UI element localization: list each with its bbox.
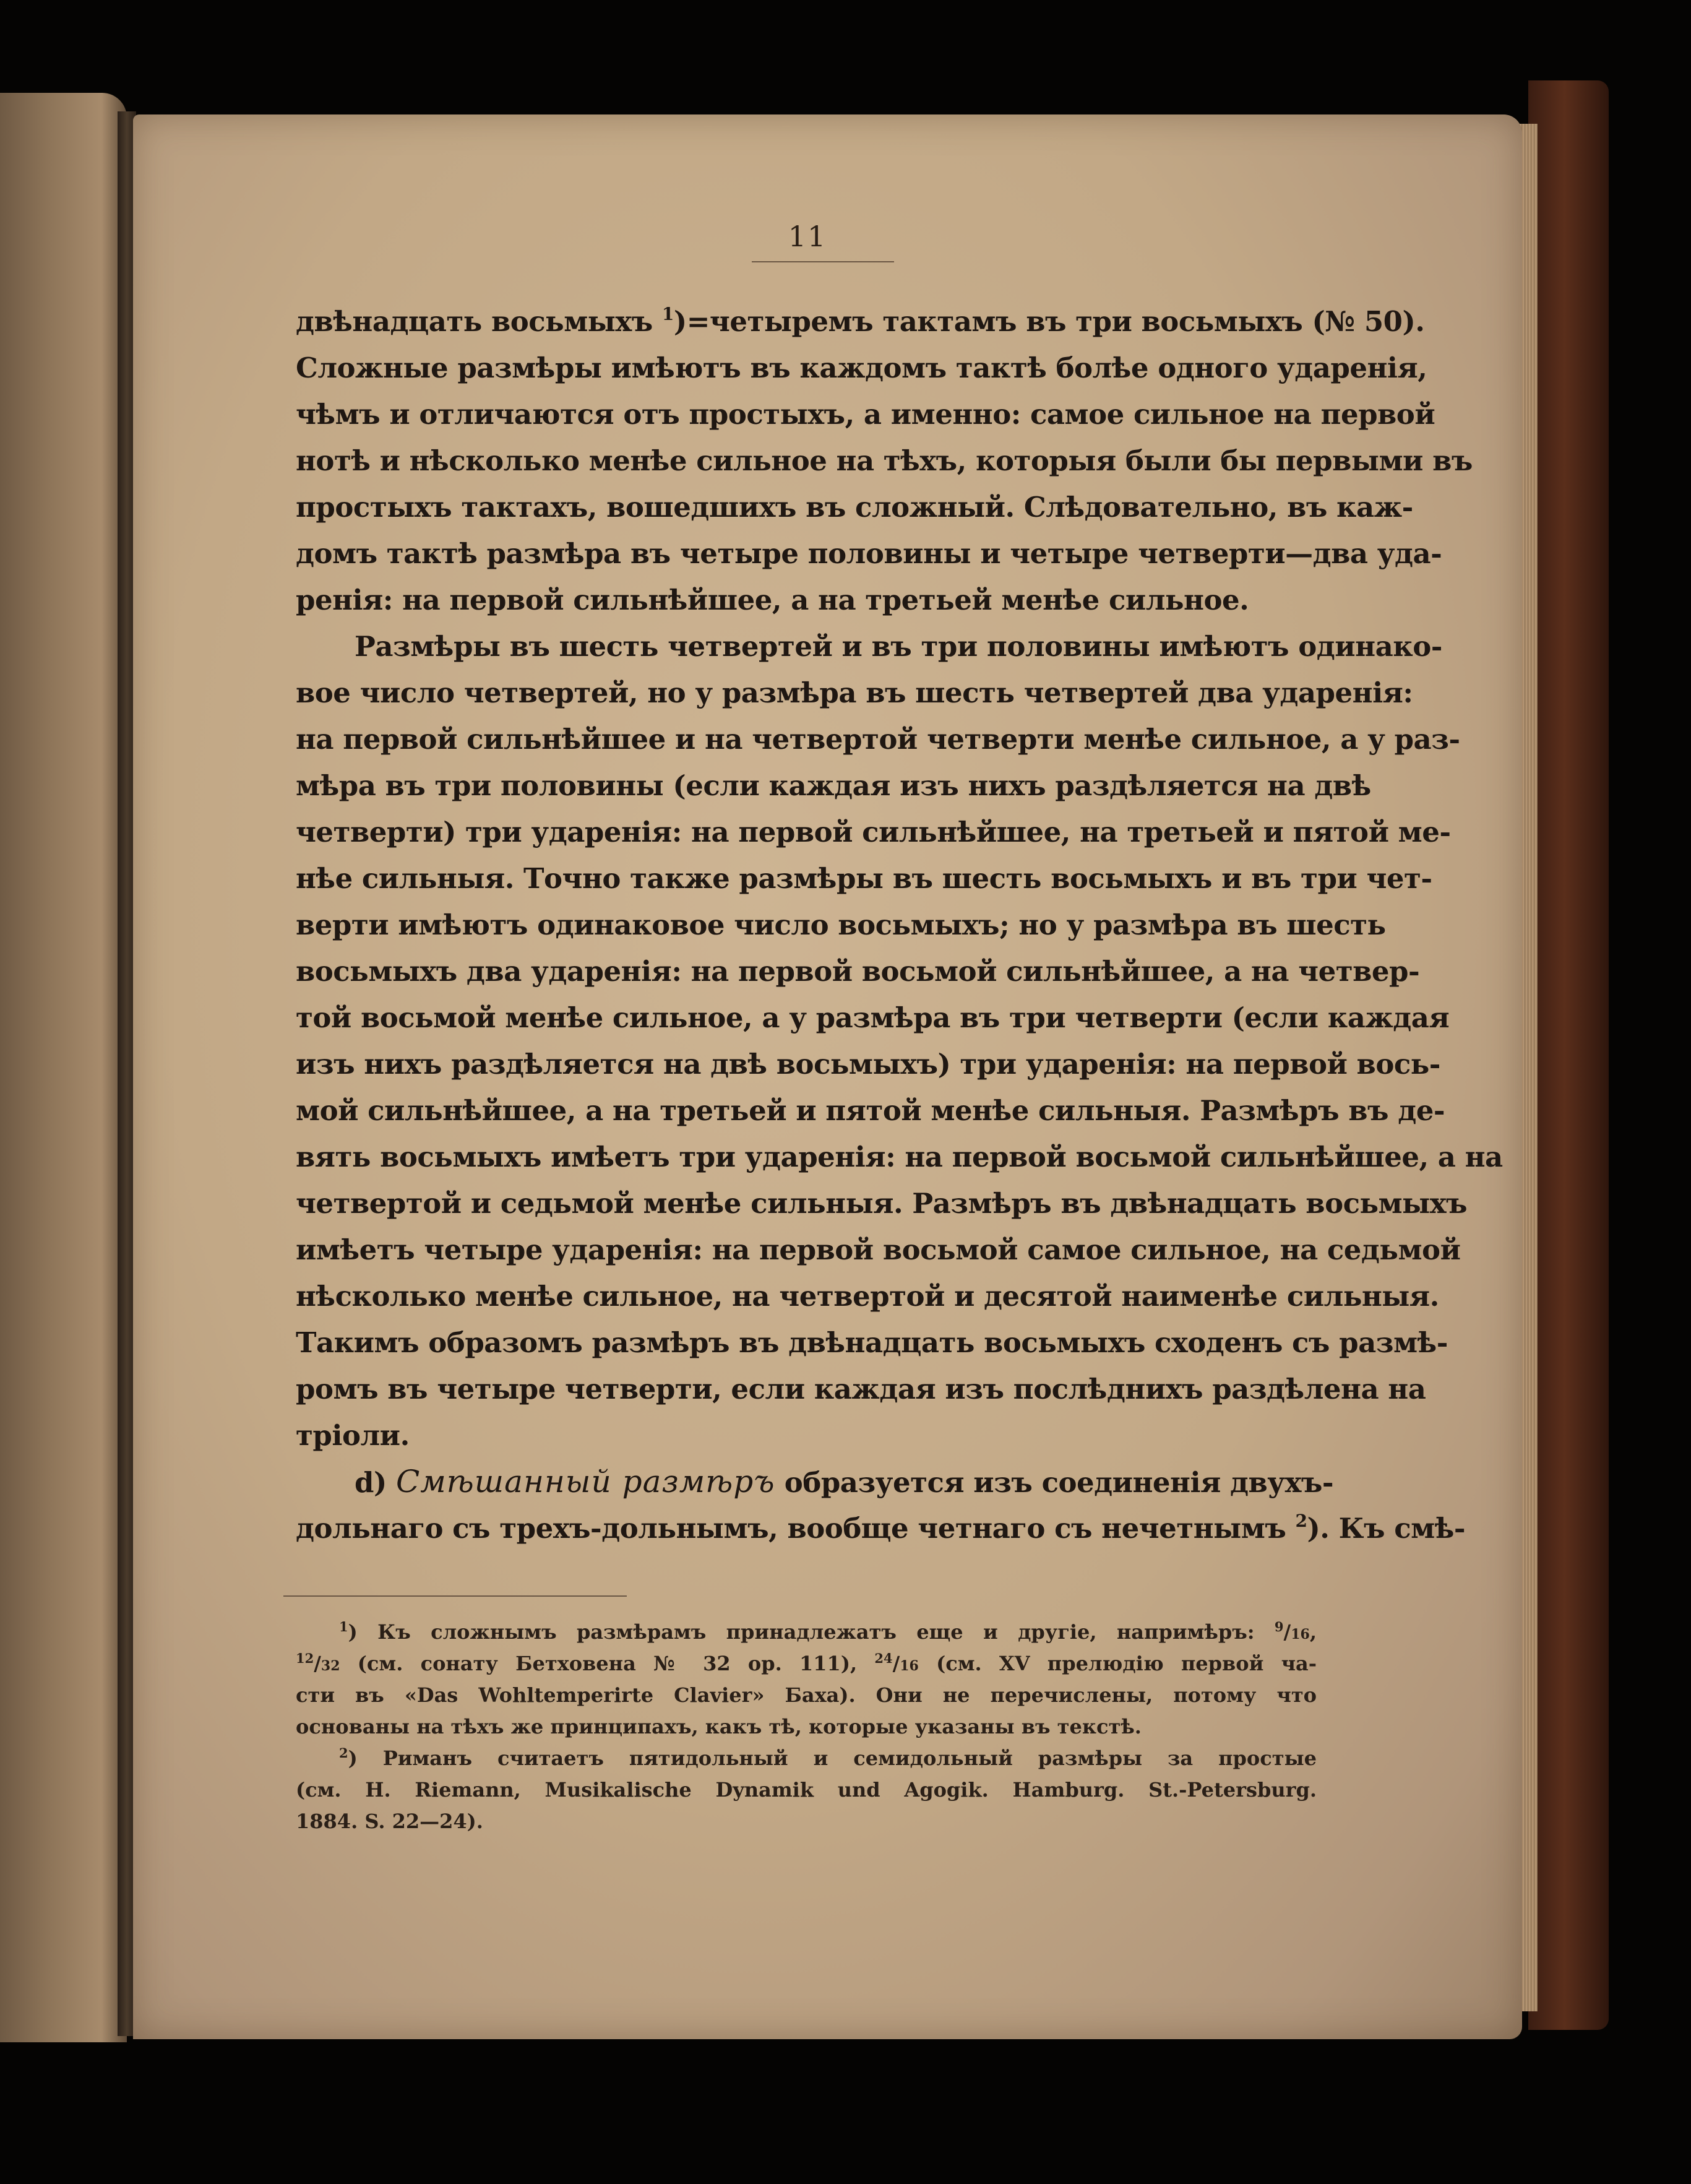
text-line-16: той восьмой менѣе сильное, а у размѣра въ три четверти (если каждая [296,1001,1450,1034]
footnote-mark-2: 2 [339,1745,348,1761]
text-line-19: вять восьмыхъ имѣетъ три ударенія: на первой восьмой сильнѣйшее, а на [296,1141,1503,1173]
footnote-1-line-2: $^{12}$/32 (см. сонату Бетховена № 32 ор. 111), $^{24}$/16 (см. XV прелюдію первой ча- [296,1651,1317,1675]
footnote-1-line-4: основаны на тѣхъ же принципахъ, какъ тѣ, которые указаны въ текстѣ. [296,1715,1142,1738]
text-line-2: Сложные размѣры имѣютъ въ каждомъ тактѣ болѣе одного ударенія, [296,352,1427,384]
previous-page-edge [0,93,127,2042]
text-line-27: дольнаго съ трехъ-дольнымъ, вообще четнаго съ нечетнымъ $^2$). Къ смѣ- [296,1511,1466,1545]
text-line-17: изъ нихъ раздѣляется на двѣ восьмыхъ) три ударенія: на первой вось- [296,1048,1440,1081]
text-line-9: вое число четвертей, но у размѣра въ шесть четвертей два ударенія: [296,676,1413,709]
text-line-24: ромъ въ четыре четверти, если каждая изъ послѣднихъ раздѣлена на [296,1373,1426,1405]
text-line-25: тріоли. [296,1419,410,1452]
text-line-23: Такимъ образомъ размѣръ въ двѣнадцать восьмыхъ сходенъ съ размѣ- [296,1326,1448,1359]
text-line-15: восьмыхъ два ударенія: на первой восьмой сильнѣйшее, а на четвер- [296,955,1420,988]
footnote-1-line-3: сти въ «Das Wohltemperirte Clavier» Баха). Они не перечислены, потому что [296,1683,1317,1707]
footnote-separator [283,1595,627,1597]
footnote-mark-1: 1 [339,1619,348,1634]
text-line-3: чѣмъ и отличаются отъ простыхъ, а именно: самое сильное на первой [296,398,1435,431]
text-line-14: верти имѣютъ одинаковое число восьмыхъ; но у размѣра въ шесть [296,909,1386,941]
text-line-13: нѣе сильныя. Точно также размѣры въ шесть восьмыхъ и въ три чет- [296,862,1432,895]
text-line-7: ренія: на первой сильнѣйшее, а на третьей менѣе сильное. [296,584,1249,616]
text-line-26: d) Смѣшанный размѣръ образуется изъ соединенія двухъ- [355,1464,1334,1500]
footnote-1-line-1: $^1$) Къ сложнымъ размѣрамъ принадлежатъ еще и другіе, напримѣръ: $^9$/16, [339,1619,1317,1644]
book-cover-edge [1528,80,1609,2030]
text-line-4: нотѣ и нѣсколько менѣе сильное на тѣхъ, которыя были бы первыми въ [296,444,1473,477]
text-line-10: на первой сильнѣйшее и на четвертой четверти менѣе сильное, а у раз- [296,723,1460,756]
footnote-2-line-1: $^2$) Риманъ считаетъ пятидольный и семидольный размѣры за простые [339,1745,1317,1770]
page-number-rule [752,261,894,262]
emphasized-term: Смѣшанный размѣръ [395,1464,775,1500]
footnote-2-line-3: 1884. S. 22—24). [296,1810,483,1833]
footnote-2-line-2: (см. H. Riemann, Musikalische Dynamik und Agogik. Hamburg. St.-Petersburg. [296,1778,1317,1802]
text-line-21: имѣетъ четыре ударенія: на первой восьмой самое сильное, на седьмой [296,1233,1461,1266]
text-line-20: четвертой и седьмой менѣе сильныя. Размѣръ въ двѣнадцать восьмыхъ [296,1187,1468,1220]
footnote-ref-2[interactable]: 2 [1295,1511,1307,1531]
body-text [296,298,1503,1552]
footnotes [296,1616,1317,1837]
text-line-5: простыхъ тактахъ, вошедшихъ въ сложный. Слѣдовательно, въ каж- [296,491,1413,524]
page-number: 11 [788,220,827,253]
text-line-18: мой сильнѣйшее, а на третьей и пятой менѣе сильныя. Размѣръ въ де- [296,1094,1445,1127]
text-line-1: двѣнадцать восьмыхъ $^1$)=четыремъ тактамъ въ три восьмыхъ (№ 50). [296,304,1425,338]
text-line-22: нѣсколько менѣе сильное, на четвертой и десятой наименѣе сильныя. [296,1280,1439,1313]
text-line-6: домъ тактѣ размѣра въ четыре половины и четыре четверти—два уда- [296,537,1442,570]
text-line-11: мѣра въ три половины (если каждая изъ нихъ раздѣляется на двѣ [296,769,1371,802]
text-line-12: четверти) три ударенія: на первой сильнѣйшее, на третьей и пятой ме- [296,816,1451,848]
footnote-ref-1[interactable]: 1 [661,304,674,324]
text-line-8: Размѣры въ шесть четвертей и въ три половины имѣютъ одинако- [355,630,1442,663]
